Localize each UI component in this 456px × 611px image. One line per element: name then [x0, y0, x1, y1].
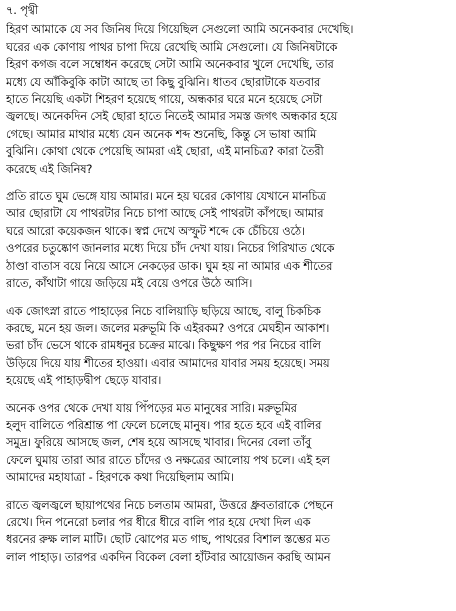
text-line: হলুদ বালিতে পরিশ্রান্ত পা ফেলে চলেছে মানুষ। পার হতে হবে এই বালির: [6, 417, 322, 432]
text-line: রাতে, কাঁথাটা গায়ে জড়িয়ে মই বেয়ে ওপরে উঠে আসি।: [6, 276, 253, 291]
text-line: হিরণ কগজ বলে সম্বোধন করেছে সেটা আমি অনেকবার খুলে দেখেছি, তার: [6, 57, 334, 72]
text-line: ওপরের চতুষ্কোণ জানলার মধ্যে দিয়ে চাঁদ দেখা যায়। নিচের গিরিখাত থেকে: [6, 241, 335, 256]
text-line: ঘরে আরো কয়েকজন থাকে। স্বপ্ন দেখে অস্ফুট শব্দে কে চেঁচিয়ে ওঠে।: [6, 223, 305, 238]
text-line: সমুদ্র। ফুরিয়ে আসছে জল, শেষ হয়ে আসছে খাবার। দিনের বেলা তাঁবু: [6, 435, 312, 450]
text-line: লাল পাহাড়। তারপর একদিন বিকেল বেলা হাঁটবার আয়োজন করছি আমন: [6, 549, 331, 564]
text-line: হয়েছে এই পাহাড়দ্বীপ ছেড়ে যাবার।: [6, 373, 162, 388]
text-line: হিরণ আমাকে যে সব জিনিষ দিয়ে গিয়েছিল সেগুলো আমি অনেকবার দেখেছি।: [6, 22, 354, 37]
paragraph-5: [6, 497, 450, 567]
text-line: ভরা চাঁদ ভেসে থাকে রামধনুর চক্রের মাঝে। কিছুক্ষণ পর পর নিচের বালি: [6, 338, 321, 353]
text-line: এক জোৎস্না রাতে পাহাড়ের নিচে বালিয়াড়ি ছড়িয়ে আছে, বালু চিকচিক: [6, 303, 321, 318]
text-line: ধরনের রুক্ষ লাল মাটি। ছোট ঝোপের মত গাছ, পাথরের বিশাল স্তম্ভের মত: [6, 532, 330, 547]
text-line: রাতে জ্বলজ্বলে ছায়াপথের নিচে চলতাম আমরা, উত্তরে ধ্রুবতারাকে পেছনে: [6, 497, 334, 512]
text-line: গেছে। আমার মাথার মধ্যে যেন অনেক শব্দ শুনেছি, কিন্তু সে ভাষা আমি: [6, 126, 317, 141]
text-line: জ্বলছে। অনেকদিন সেই ছোরা হাতে নিতেই আমার সমস্ত জগৎ অন্ধকার হয়ে: [6, 109, 338, 124]
paragraph-3: [6, 303, 450, 390]
text-line: ঠাণ্ডা বাতাস বয়ে নিয়ে আসে নেকড়ের ডাক। ঘুম হয় না আমার এক শীতের: [6, 258, 333, 273]
text-line: ঘরের এক কোণায় পাথর চাপা দিয়ে রেখেছি আমি সেগুলো। যে জিনিষটাকে: [6, 39, 338, 54]
paragraph-4: [6, 400, 450, 487]
chapter-title: ৭. পৃথ্বী: [6, 3, 39, 17]
text-line: রেখে। দিন পনেরো চলার পর ধীরে ধীরে বালি পার হয়ে দেখা দিল এক: [6, 514, 311, 529]
text-line: আর ছোরাটা যে পাথরটার নিচে চাপা আছে সেই পাথরটা কাঁপছে। আমার: [6, 206, 324, 221]
text-line: হাতে নিয়েছি একটা শিহরণ হয়েছে গায়ে, অন্ধকার ঘরে মনে হয়েছে সেটা: [6, 92, 323, 107]
paragraph-1: [6, 21, 450, 178]
paragraph-2: [6, 188, 450, 292]
text-line: উড়িয়ে দিয়ে যায় শীতের হাওয়া। এবার আমাদের যাবার সময় হয়েছে। সময়: [6, 355, 330, 370]
text-line: বুঝিনি। কোথা থেকে পেয়েছি আমরা এই ছোরা, এই মানচিত্র? কারা তৈরী: [6, 144, 324, 159]
text-line: আমাদের মহাযাত্রা - হিরণকে কথা দিয়েছিলাম আমি।: [6, 470, 234, 485]
text-line: অনেক ওপর থেকে দেখা যায় পিঁপড়ের মত মানুষের সারি। মরুভূমির: [6, 400, 297, 415]
text-line: করেছে এই জিনিষ?: [6, 161, 93, 176]
text-line: ফেলে ঘুমায় তারা আর রাতে চাঁদের ও নক্ষত্রের আলোয় পথ চলে। এই হল: [6, 452, 330, 467]
text-line: করছে, মনে হয় জল। জলের মরুভূমি কি এইরকম? ওপরে মেঘহীন আকাশ।: [6, 320, 330, 335]
text-line: মধ্যে যে আঁকিবুকি কাটা আছে তা কিছু বুঝিনি। ধাতব ছোরাটাকে যতবার: [6, 74, 321, 89]
text-line: প্রতি রাতে ঘুম ভেঙ্গে যায় আমার। মনে হয় ঘরের কোণায় যেখানে মানচিত্র: [6, 189, 326, 204]
